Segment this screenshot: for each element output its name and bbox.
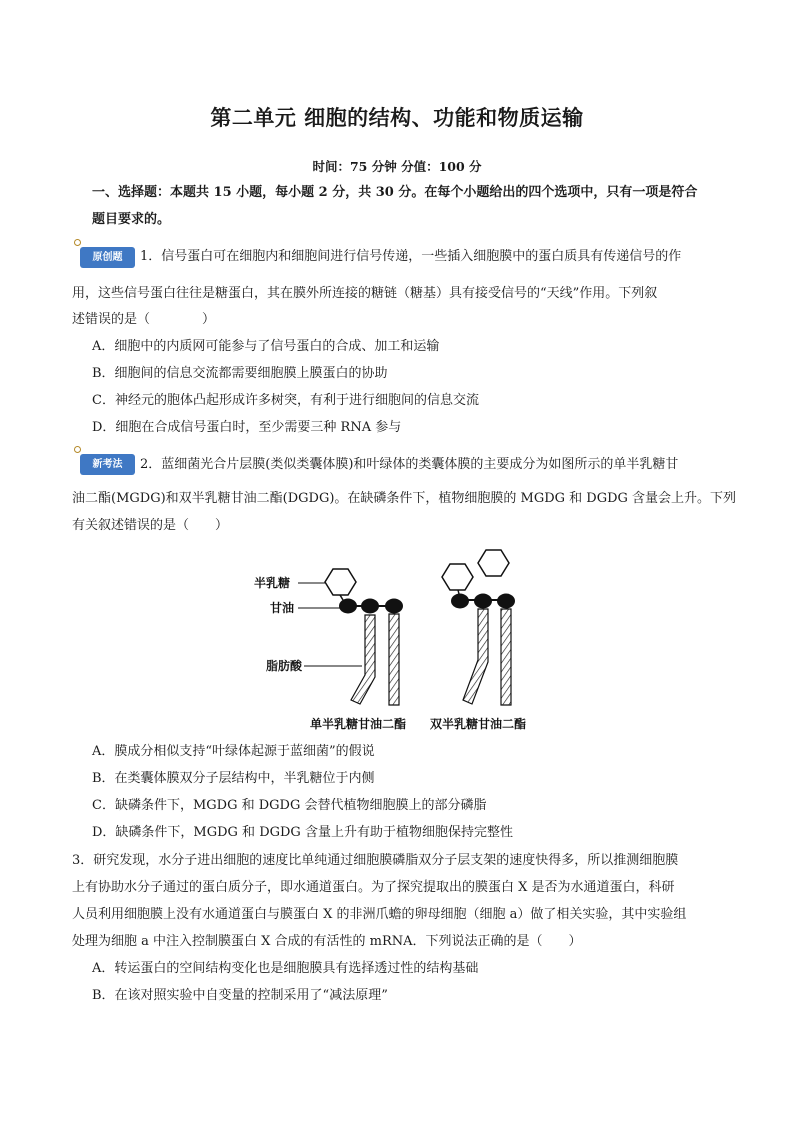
section-instruction-line-1: 一、选择题：本题共 15 小题，每小题 2 分，共 30 分。在每个小题给出的四个选项中，只有一项是符合 bbox=[92, 185, 698, 200]
section-instruction-line-2: 题目要求的。 bbox=[92, 212, 171, 227]
caption-mgdg: 单半乳糖甘油二酯 bbox=[310, 717, 407, 731]
galactose-ring-icon bbox=[325, 569, 356, 595]
question-2-stem-line-2: 油二酯(MGDG)和双半乳糖甘油二酯(DGDG)。在缺磷条件下，植物细胞膜的 MGDG 和 DGDG 含量会上升。下列 bbox=[72, 491, 737, 506]
question-2-stem-line-3: 有关叙述错误的是（ ） bbox=[72, 518, 229, 533]
glycerol-node-icon bbox=[474, 594, 492, 609]
question-1-stem-line-1: 1．信号蛋白可在细胞内和细胞间进行信号传递，一些插入细胞膜中的蛋白质具有传递信号的作 bbox=[140, 249, 682, 264]
glycolipid-structure-figure bbox=[250, 542, 550, 738]
glycerol-node-icon bbox=[451, 594, 469, 609]
question-2-stem-line-1: 2．蓝细菌光合片层膜(类似类囊体膜)和叶绿体的类囊体膜的主要成分为如图所示的单半乳糖甘 bbox=[140, 457, 679, 472]
question-3-stem-line-4: 处理为细胞 a 中注入控制膜蛋白 X 合成的有活性的 mRNA．下列说法正确的是（ ） bbox=[72, 934, 582, 949]
question-1-option-d: D．细胞在合成信号蛋白时，至少需要三种 RNA 参与 bbox=[92, 420, 402, 435]
dgdg-molecule bbox=[442, 550, 515, 705]
question-3-option-a: A．转运蛋白的空间结构变化也是细胞膜具有选择透过性的结构基础 bbox=[92, 961, 479, 976]
question-3-stem-line-1: 3．研究发现，水分子进出细胞的速度比单纯通过细胞膜磷脂双分子层支架的速度快得多，所以推测细胞膜 bbox=[72, 853, 679, 868]
question-1-option-a: A．细胞中的内质网可能参与了信号蛋白的合成、加工和运输 bbox=[92, 339, 440, 354]
question-2-option-c: C．缺磷条件下，MGDG 和 DGDG 会替代植物细胞膜上的部分磷脂 bbox=[92, 798, 487, 813]
question-1-stem-line-3: 述错误的是（ ） bbox=[72, 312, 216, 327]
galactose-ring-icon bbox=[442, 564, 473, 590]
glycerol-node-icon bbox=[361, 599, 379, 614]
question-2-badge: 新考法 bbox=[80, 454, 135, 475]
question-1-badge: 原创题 bbox=[80, 247, 135, 268]
exam-meta: 时间：75 分钟 分值：100 分 bbox=[312, 159, 482, 174]
fatty-acid-chain-icon bbox=[389, 614, 399, 705]
glycerol-node-icon bbox=[385, 599, 403, 614]
label-glycerol: 甘油 bbox=[270, 601, 295, 615]
question-1-option-b: B．细胞间的信息交流都需要细胞膜上膜蛋白的协助 bbox=[92, 366, 388, 381]
mgdg-molecule bbox=[325, 569, 403, 705]
question-2-option-b: B．在类囊体膜双分子层结构中，半乳糖位于内侧 bbox=[92, 771, 375, 786]
question-2-option-d: D．缺磷条件下，MGDG 和 DGDG 含量上升有助于植物细胞保持完整性 bbox=[92, 825, 513, 840]
question-3-stem-line-3: 人员利用细胞膜上没有水通道蛋白与膜蛋白 X 的非洲爪蟾的卵母细胞（细胞 a）做了相关实验，其中实验组 bbox=[72, 907, 687, 922]
fatty-acid-chain-icon bbox=[463, 609, 488, 704]
question-2-option-a: A．膜成分相似支持“叶绿体起源于蓝细菌”的假说 bbox=[92, 744, 375, 759]
page-title: 第二单元 细胞的结构、功能和物质运输 bbox=[210, 106, 584, 130]
badge-dot-icon bbox=[74, 239, 81, 246]
badge-dot-icon bbox=[74, 446, 81, 453]
question-3-stem-line-2: 上有协助水分子通过的蛋白质分子，即水通道蛋白。为了探究提取出的膜蛋白 X 是否为水通道蛋白，科研 bbox=[72, 880, 675, 895]
galactose-ring-icon bbox=[478, 550, 509, 576]
label-galactose: 半乳糖 bbox=[254, 576, 291, 590]
caption-dgdg: 双半乳糖甘油二酯 bbox=[430, 717, 527, 731]
glycerol-node-icon bbox=[497, 594, 515, 609]
question-1-stem-line-2: 用，这些信号蛋白往往是糖蛋白，其在膜外所连接的糖链（糖基）具有接受信号的“天线”作用。下列叙 bbox=[72, 286, 658, 301]
question-1-option-c: C．神经元的胞体凸起形成许多树突，有利于进行细胞间的信息交流 bbox=[92, 393, 479, 408]
fatty-acid-chain-icon bbox=[501, 609, 511, 705]
fatty-acid-chain-icon bbox=[351, 615, 375, 704]
question-3-option-b: B．在该对照实验中自变量的控制采用了“减法原理” bbox=[92, 988, 388, 1003]
glycerol-node-icon bbox=[339, 599, 357, 614]
label-fatty-acid: 脂肪酸 bbox=[266, 659, 303, 673]
